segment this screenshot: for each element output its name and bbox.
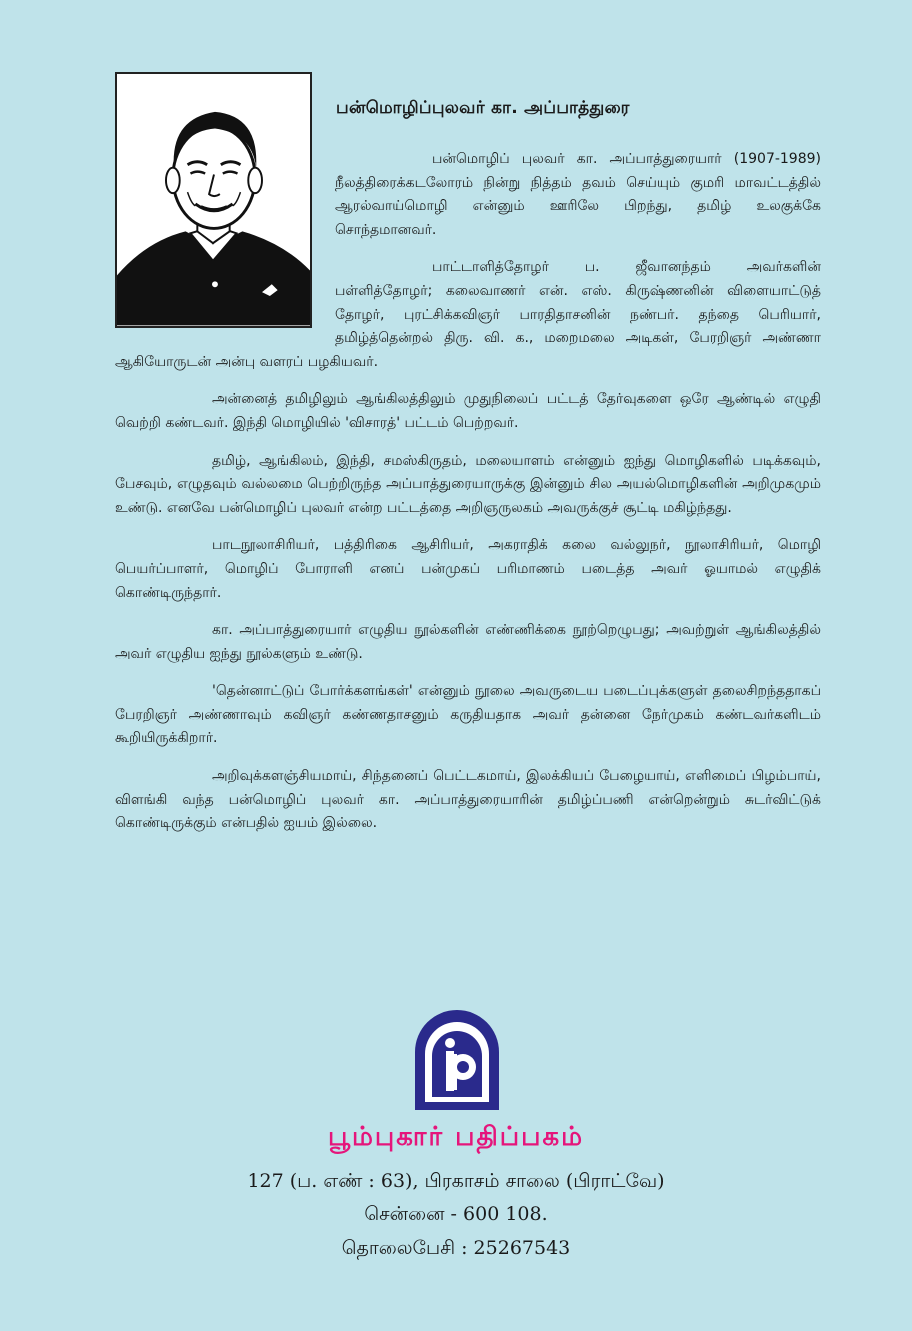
paragraph: அறிவுக்களஞ்சியமாய், சிந்தனைப் பெட்டகமாய், இலக்கியப் பேழையாய், எளிமைப் பிழம்பாய், விளங்கி வந்த பன்மொழிப் புலவர் கா. அப்பாத்துரையாரின் தமிழ்ப்பணி என்றென்றும் சுடர்விட்டுக் கொண்டிருக்கும் என்பதில் ஐயம் இல்லை. [115,768,821,832]
publisher-name: பூம்புகார் பதிப்பகம் [327,1122,584,1152]
paragraph: தமிழ், ஆங்கிலம், இந்தி, சமஸ்கிருதம், மலையாளம் என்னும் ஐந்து மொழிகளில் படிக்கவும், பேசவும், எழுதவும் வல்லமை பெற்றிருந்த அப்பாத்துரையாருக்கு இன்னும் சில அயல்மொழிகளின் அறிமுகமும் உண்டு. எனவே பன்மொழிப் புலவர் என்ற பட்டத்தை அறிஞருலகம் அவருக்குச் சூட்டி மகிழ்ந்தது. [115,452,821,516]
publisher-logo-icon [412,1007,502,1113]
publisher-address: 127 (ப. எண் : 63), பிரகாசம் சாலை (பிராட்வே) [247,1170,665,1192]
paragraph: 'தென்னாட்டுப் போர்க்களங்கள்' என்னும் நூலை அவருடைய படைப்புக்களுள் தலைசிறந்ததாகப் பேரறிஞர் அண்ணாவும் கவிஞர் கண்ணதாசனும் கருதியதாக அவர் தன்னை நேர்முகம் கண்டவர்களிடம் கூறியிருக்கிறார். [115,683,821,747]
paragraph: பாட்டாளித்தோழர் ப. ஜீவானந்தம் அவர்களின் பள்ளித்தோழர்; கலைவாணர் என். எஸ். கிருஷ்ணனின் விளையாட்டுத் தோழர், புரட்சிக்கவிஞர் பாரதிதாசனின் நண்பர். தந்தை பெரியார், தமிழ்த்தென்றல் திரு. வி. க., மறைமலை அடிகள், பேரறிஞர் அண்ணா ஆகியோருடன் அன்பு வளரப் பழகியவர். [115,259,821,370]
biography-text [115,148,821,850]
paragraph: அன்னைத் தமிழிலும் ஆங்கிலத்திலும் முதுநிலைப் பட்டத் தேர்வுகளை ஒரே ஆண்டில் எழுதி வெற்றி கண்டவர். இந்தி மொழியில் 'விசாரத்' பட்டம் பெற்றவர். [115,391,821,431]
paragraph: பன்மொழிப் புலவர் கா. அப்பாத்துரையார் (1907-1989) நீலத்திரைக்கடலோரம் நின்று நித்தம் தவம் செய்யும் குமரி மாவட்டத்தில் ஆரல்வாய்மொழி என்னும் ஊரிலே பிறந்து, தமிழ் உலகுக்கே சொந்தமானவர். [335,151,821,238]
publisher-phone: தொலைபேசி : 25267543 [341,1237,571,1259]
publisher-city: சென்னை - 600 108. [364,1203,548,1225]
paragraph: பாடநூலாசிரியர், பத்திரிகை ஆசிரியர், அகராதிக் கலை வல்லுநர், நூலாசிரியர், மொழி பெயர்ப்பாளர், மொழிப் போராளி எனப் பன்முகப் பரிமாணம் படைத்த அவர் ஓயாமல் எழுதிக் கொண்டிருந்தார். [115,537,821,601]
portrait-spacer [115,148,335,336]
page-title: பன்மொழிப்புலவர் கா. அப்பாத்துரை [336,98,630,118]
paragraph: கா. அப்பாத்துரையார் எழுதிய நூல்களின் எண்ணிக்கை நூற்றெழுபது; அவற்றுள் ஆங்கிலத்தில் அவர் எழுதிய ஐந்து நூல்களும் உண்டு. [115,622,821,662]
